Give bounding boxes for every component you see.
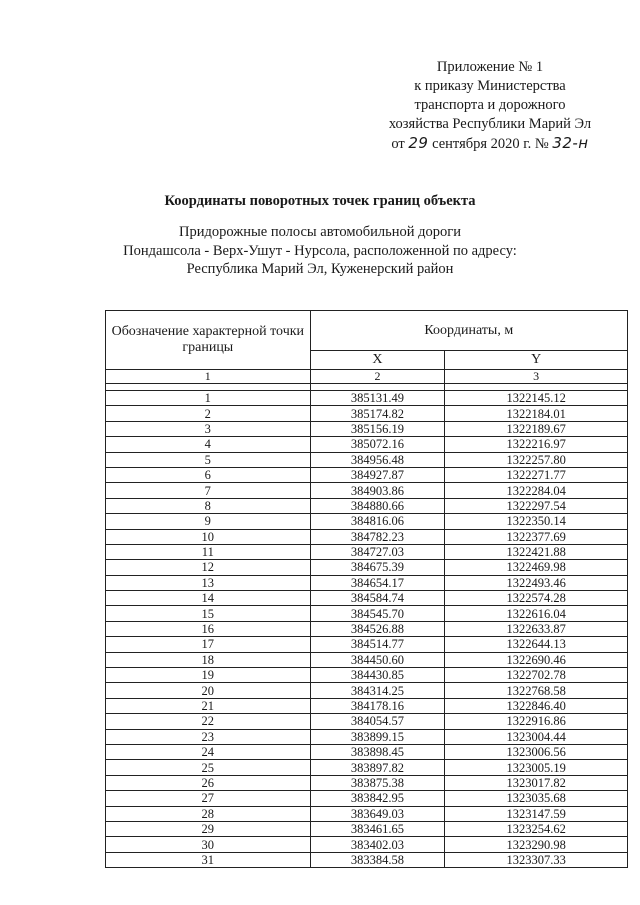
table-row [106, 483, 628, 498]
x-cell: 384782.23 [310, 529, 445, 544]
y-cell: 1323004.44 [445, 729, 628, 744]
x-cell: 384880.66 [310, 498, 445, 513]
y-cell: 1322184.01 [445, 406, 628, 421]
table-row [106, 791, 628, 806]
point-cell: 24 [106, 744, 311, 759]
x-cell: 384584.74 [310, 591, 445, 606]
point-cell: 5 [106, 452, 311, 467]
x-cell: 384545.70 [310, 606, 445, 621]
table-row [106, 437, 628, 452]
table-row [106, 498, 628, 513]
point-cell: 21 [106, 698, 311, 713]
point-cell: 29 [106, 821, 311, 836]
x-cell: 384927.87 [310, 467, 445, 482]
x-cell: 383875.38 [310, 775, 445, 790]
y-header: Y [445, 351, 628, 370]
x-cell: 384526.88 [310, 621, 445, 636]
table-row [106, 837, 628, 852]
y-cell: 1323005.19 [445, 760, 628, 775]
y-cell: 1322297.54 [445, 498, 628, 513]
point-cell: 12 [106, 560, 311, 575]
table-row [106, 529, 628, 544]
x-cell: 384903.86 [310, 483, 445, 498]
x-cell: 384314.25 [310, 683, 445, 698]
point-cell: 2 [106, 406, 311, 421]
date-prefix: от [391, 136, 405, 152]
y-cell: 1322493.46 [445, 575, 628, 590]
x-cell: 384178.16 [310, 698, 445, 713]
y-cell: 1322257.80 [445, 452, 628, 467]
appendix-order-line: к приказу Министерства [414, 78, 566, 94]
y-cell: 1322284.04 [445, 483, 628, 498]
table-row [106, 698, 628, 713]
point-cell: 14 [106, 591, 311, 606]
point-cell: 22 [106, 714, 311, 729]
point-cell: 19 [106, 668, 311, 683]
table-row [106, 729, 628, 744]
y-cell: 1323006.56 [445, 744, 628, 759]
x-cell: 383898.45 [310, 744, 445, 759]
y-cell: 1322271.77 [445, 467, 628, 482]
y-cell: 1323147.59 [445, 806, 628, 821]
subtitle-line-3: Республика Марий Эл, Куженерский район [186, 261, 454, 277]
point-cell: 13 [106, 575, 311, 590]
point-cell: 23 [106, 729, 311, 744]
x-header: X [310, 351, 445, 370]
object-description [0, 223, 640, 279]
table-row [106, 852, 628, 867]
table-row [106, 591, 628, 606]
y-cell: 1323017.82 [445, 775, 628, 790]
table-row [106, 514, 628, 529]
x-cell: 384956.48 [310, 452, 445, 467]
y-cell: 1323307.33 [445, 852, 628, 867]
column-number-1: 1 [106, 370, 311, 384]
y-cell: 1322690.46 [445, 652, 628, 667]
point-cell: 27 [106, 791, 311, 806]
point-cell: 25 [106, 760, 311, 775]
date-rest: сентября 2020 г. № [432, 136, 549, 152]
table-row [106, 452, 628, 467]
x-cell: 384450.60 [310, 652, 445, 667]
table-row [106, 821, 628, 836]
x-cell: 383384.58 [310, 852, 445, 867]
point-designation-header: Обозначение характерной точки границы [106, 311, 311, 370]
table-row [106, 606, 628, 621]
x-cell: 383461.65 [310, 821, 445, 836]
point-cell: 7 [106, 483, 311, 498]
y-cell: 1322633.87 [445, 621, 628, 636]
point-cell: 10 [106, 529, 311, 544]
column-number-3: 3 [445, 370, 628, 384]
x-cell: 384054.57 [310, 714, 445, 729]
x-cell: 383649.03 [310, 806, 445, 821]
table-row [106, 668, 628, 683]
x-cell: 385156.19 [310, 421, 445, 436]
x-cell: 384654.17 [310, 575, 445, 590]
point-cell: 26 [106, 775, 311, 790]
table-row [106, 621, 628, 636]
y-cell: 1322616.04 [445, 606, 628, 621]
table-row [106, 744, 628, 759]
y-cell: 1323035.68 [445, 791, 628, 806]
point-cell: 30 [106, 837, 311, 852]
x-cell: 385174.82 [310, 406, 445, 421]
point-cell: 20 [106, 683, 311, 698]
x-cell: 383402.03 [310, 837, 445, 852]
y-cell: 1322145.12 [445, 391, 628, 406]
appendix-ministry-line: транспорта и дорожного [414, 97, 566, 113]
point-cell: 3 [106, 421, 311, 436]
date-day-handwritten: 29 [408, 134, 429, 152]
x-cell: 384816.06 [310, 514, 445, 529]
x-cell: 384675.39 [310, 560, 445, 575]
subtitle-line-2: Пондашсола - Верх-Ушут - Нурсола, расположенной по адресу: [123, 242, 517, 259]
table-row [106, 775, 628, 790]
table-row [106, 806, 628, 821]
y-cell: 1322350.14 [445, 514, 628, 529]
table-row [106, 467, 628, 482]
document-title: Координаты поворотных точек границ объекта [164, 193, 476, 209]
point-cell: 15 [106, 606, 311, 621]
point-cell: 11 [106, 544, 311, 559]
x-cell: 383899.15 [310, 729, 445, 744]
x-cell: 384727.03 [310, 544, 445, 559]
y-cell: 1322421.88 [445, 544, 628, 559]
table-row [106, 652, 628, 667]
y-cell: 1322916.86 [445, 714, 628, 729]
table-row [106, 683, 628, 698]
table-row [106, 760, 628, 775]
table-row [106, 544, 628, 559]
y-cell: 1322469.98 [445, 560, 628, 575]
point-cell: 9 [106, 514, 311, 529]
y-cell: 1322216.97 [445, 437, 628, 452]
appendix-date-line [360, 134, 620, 154]
column-number-2: 2 [310, 370, 445, 384]
x-cell: 385072.16 [310, 437, 445, 452]
table-row [106, 421, 628, 436]
x-cell: 383842.95 [310, 791, 445, 806]
y-cell: 1322846.40 [445, 698, 628, 713]
table-body [106, 391, 628, 868]
y-cell: 1322702.78 [445, 668, 628, 683]
y-cell: 1322644.13 [445, 637, 628, 652]
x-cell: 383897.82 [310, 760, 445, 775]
table-row [106, 575, 628, 590]
x-cell: 385131.49 [310, 391, 445, 406]
table-row [106, 637, 628, 652]
y-cell: 1322189.67 [445, 421, 628, 436]
coordinates-table [105, 310, 628, 868]
y-cell: 1323254.62 [445, 821, 628, 836]
point-cell: 6 [106, 467, 311, 482]
x-cell: 384430.85 [310, 668, 445, 683]
order-number-handwritten: 32-н [552, 134, 589, 152]
appendix-block [360, 58, 620, 154]
spacer-row [106, 384, 628, 391]
table-row [106, 391, 628, 406]
appendix-title: Приложение № 1 [436, 59, 544, 75]
subtitle-line-1: Придорожные полосы автомобильной дороги [179, 224, 461, 240]
point-cell: 1 [106, 391, 311, 406]
y-cell: 1322768.58 [445, 683, 628, 698]
point-cell: 18 [106, 652, 311, 667]
x-cell: 384514.77 [310, 637, 445, 652]
table-row [106, 406, 628, 421]
point-cell: 31 [106, 852, 311, 867]
point-cell: 28 [106, 806, 311, 821]
y-cell: 1322377.69 [445, 529, 628, 544]
y-cell: 1322574.28 [445, 591, 628, 606]
point-cell: 8 [106, 498, 311, 513]
table-row [106, 560, 628, 575]
point-cell: 17 [106, 637, 311, 652]
appendix-republic-line: хозяйства Республики Марий Эл [388, 116, 592, 132]
y-cell: 1323290.98 [445, 837, 628, 852]
point-cell: 4 [106, 437, 311, 452]
coordinates-header: Координаты, м [310, 311, 627, 351]
point-cell: 16 [106, 621, 311, 636]
table-row [106, 714, 628, 729]
